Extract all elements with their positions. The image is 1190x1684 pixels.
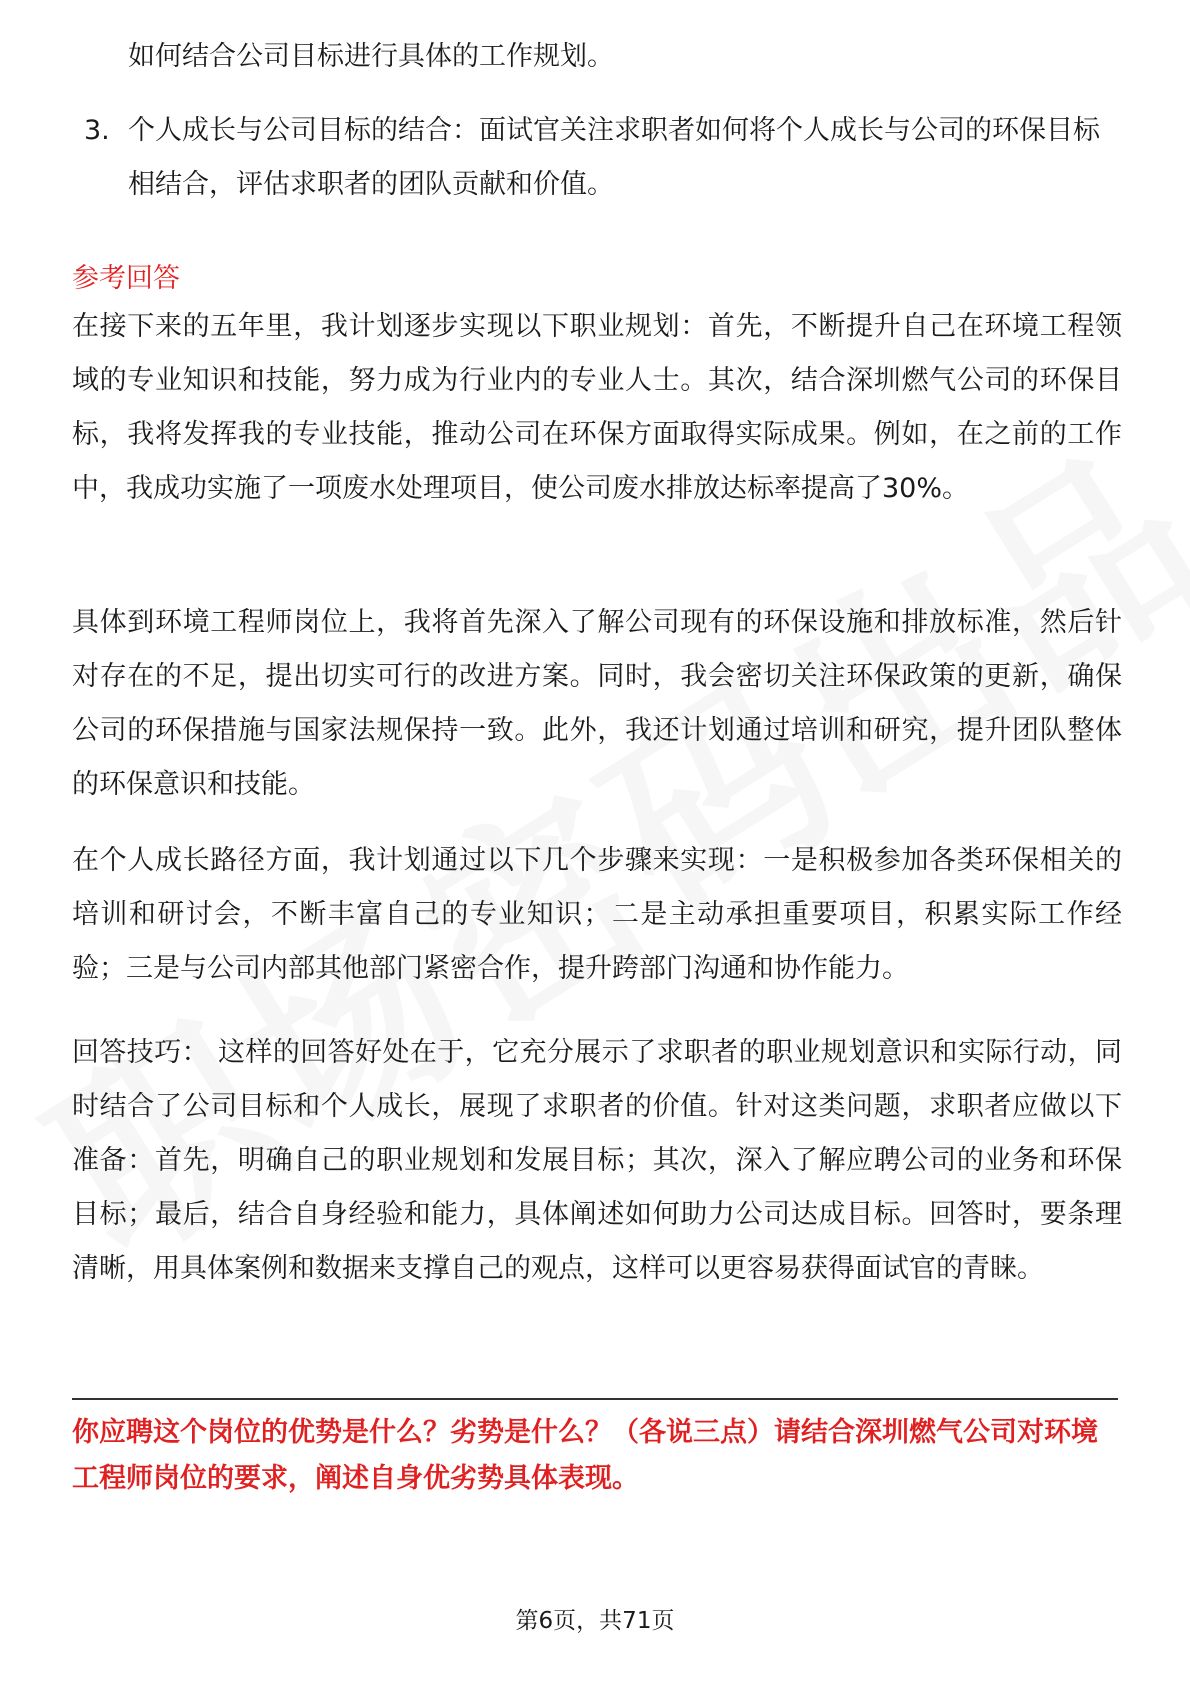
answer-paragraph-2: 具体到环境工程师岗位上，我将首先深入了解公司现有的环保设施和排放标准，然后针对存在的不足，提出切实可行的改进方案。同时，我会密切关注环保政策的更新，确保公司的环保措施与国家法规保持一致。此外，我还计划通过培训和研究，提升团队整体的环保意识和技能。 bbox=[72, 607, 1122, 800]
answer-paragraph-3: 在个人成长路径方面，我计划通过以下几个步骤来实现：一是积极参加各类环保相关的培训和研讨会，不断丰富自己的专业知识；二是主动承担重要项目，积累实际工作经验；三是与公司内部其他部门紧密合作，提升跨部门沟通和协作能力。 bbox=[72, 845, 1122, 984]
next-question-heading: 你应聘这个岗位的优势是什么？劣势是什么？（各说三点）请结合深圳燃气公司对环境工程师岗位的要求，阐述自身优劣势具体表现。 bbox=[72, 1417, 1098, 1494]
answer-paragraph-1: 在接下来的五年里，我计划逐步实现以下职业规划：首先，不断提升自己在环境工程领域的专业知识和技能，努力成为行业内的专业人士。其次，结合深圳燃气公司的环保目标，我将发挥我的专业技能，推动公司在环保方面取得实际成果。例如，在之前的工作中，我成功实施了一项废水处理项目，使公司废水排放达标率提高了30%。 bbox=[72, 311, 1122, 504]
answer-tips-paragraph: 回答技巧： 这样的回答好处在于，它充分展示了求职者的职业规划意识和实际行动，同时结合了公司目标和个人成长，展现了求职者的价值。针对这类问题，求职者应做以下准备：首先，明确自己的职业规划和发展目标；其次，深入了解应聘公司的业务和环保目标；最后，结合自身经验和能力，具体阐述如何助力公司达成目标。回答时，要条理清晰，用具体案例和数据来支撑自己的观点，这样可以更容易获得面试官的青睐。 bbox=[72, 1037, 1122, 1284]
list-number: 3. bbox=[84, 115, 110, 146]
section-divider bbox=[72, 1398, 1118, 1400]
section-heading: 参考回答 bbox=[72, 263, 180, 294]
list-item-text: 个人成长与公司目标的结合：面试官关注求职者如何将个人成长与公司的环保目标相结合，评估求职者的团队贡献和价值。 bbox=[128, 115, 1100, 200]
list-item-2-continuation: 如何结合公司目标进行具体的工作规划。 bbox=[128, 41, 614, 72]
page-footer: 第6页，共71页 bbox=[515, 1608, 675, 1634]
